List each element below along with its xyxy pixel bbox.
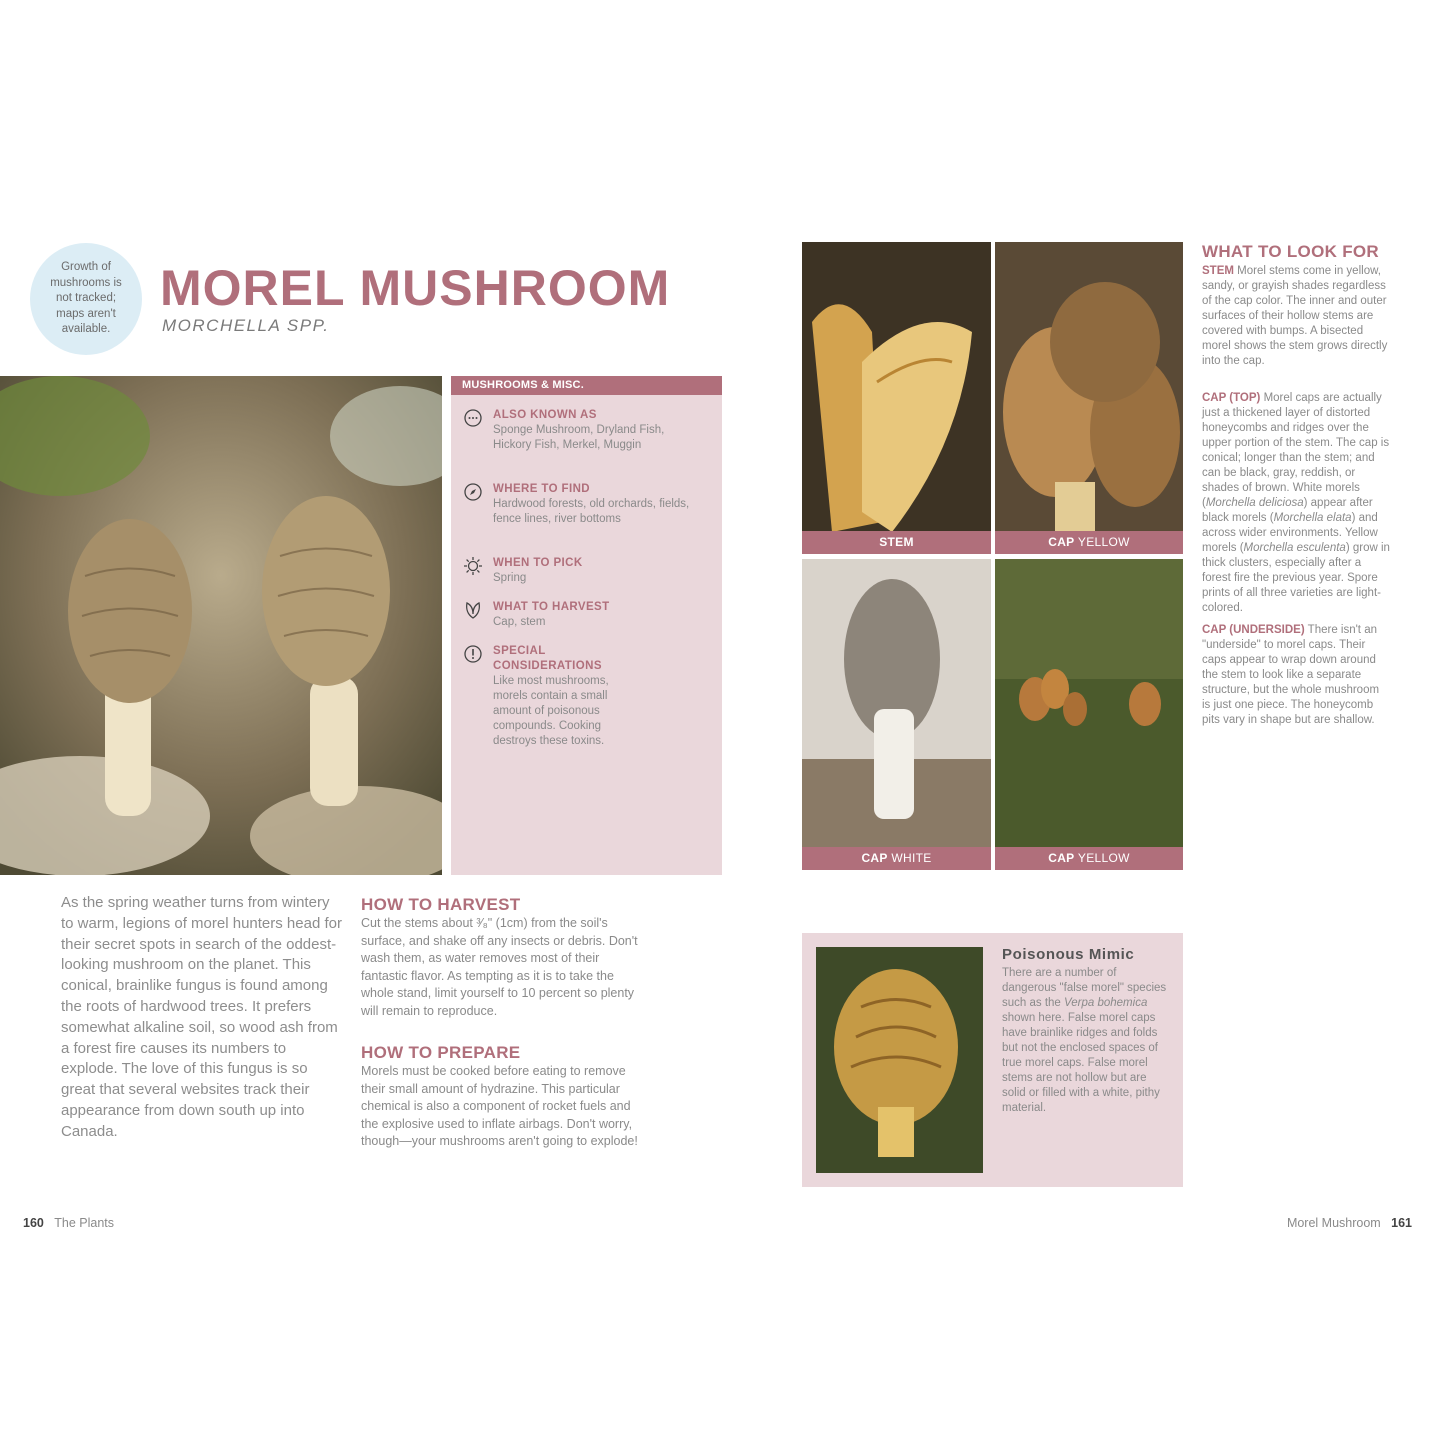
photo-caption: CAP YELLOW [995,847,1183,870]
look-cap-under-label: CAP (UNDERSIDE) [1202,624,1305,636]
sun-icon [463,556,483,576]
look-cap-under-text: There isn't an "underside" to morel caps. Their caps appear to wrap down around the stem to look like a separate structure, but the whole mushroom is just one piece. The honeycomb pits vary in shape but are shallow. [1202,624,1380,726]
info-label: WHERE TO FIND [493,483,590,495]
footer-left [23,1216,114,1230]
info-text: Like most mushrooms, morels contain a small amount of poisonous compounds. Cooking destroys these toxins. [493,675,609,747]
cap-yellow-photo-1 [995,242,1183,554]
stem-photo [802,242,991,554]
exclamation-icon [463,644,483,664]
page-title: MOREL MUSHROOM [160,260,671,316]
false-morel-photo [816,947,983,1173]
info-label: WHAT TO HARVEST [493,601,610,613]
mimic-text: There are a number of dangerous "false morel" species such as the Verpa bohemica shown here. False morel caps have brainlike ridges and folds but not the enclosed spaces of true morel caps. False morel stems are not hollow but are solid or filled with a white, pithy material. [1002,967,1167,1114]
intro-paragraph: As the spring weather turns from wintery to warm, legions of morel hunters head for their secret spots in search of the oddest-looking mushroom on the planet. This conical, brainlike fungus is found among the roots of hardwood trees. It prefers somewhat alkaline soil, so wood ash from a forest fire causes its numbers to explode. The love of this fungus is so great that several websites track their appearance from down south up into Canada. [61,894,342,1140]
left-page-number: 160 [23,1216,44,1230]
right-section: Morel Mushroom [1286,1216,1381,1230]
info-text: Cap, stem [493,616,546,628]
map-note-text: Growth of mushrooms is not tracked; maps aren't available. [50,261,122,336]
info-label: SPECIAL CONSIDERATIONS [493,645,602,672]
look-stem-label: STEM [1202,265,1234,277]
cap-white-photo [802,559,991,870]
photo-caption: STEM [802,531,991,554]
info-text: Spring [493,572,527,584]
what-to-look-for-heading: WHAT TO LOOK FOR [1202,242,1379,261]
info-category: MUSHROOMS & MISC. [451,376,722,395]
info-text: Hardwood forests, old orchards, fields, fence lines, river bottoms [493,498,690,525]
look-cap-underside-paragraph [1202,623,1390,728]
main-morel-photo [0,376,442,875]
how-to-prepare-heading: HOW TO PREPARE [361,1043,521,1062]
info-box [451,376,722,875]
how-to-harvest-text: Cut the stems about ³⁄₈" (1cm) from the soil's surface, and shake off any insects or debris. Don't wash them, as water removes most of their fantastic flavor. As tempting as it is to take the whole stand, limit yourself to 10 percent so plenty will remain to reproduce. [361,916,638,1018]
look-stem-text: Morel stems come in yellow, sandy, or grayish shades regardless of the cap color. The inner and outer surfaces of their hollow stems are covered with bumps. A bisected morel shows the stem grows directly into the cap. [1202,265,1388,367]
look-stem-paragraph [1202,264,1390,369]
photo-caption: CAP YELLOW [995,531,1183,554]
mimic-title: Poisonous Mimic [1002,946,1135,963]
info-label: WHEN TO PICK [493,557,583,569]
right-page-number: 161 [1391,1216,1412,1230]
look-cap-top-label: CAP (TOP) [1202,392,1261,404]
map-note-badge [30,243,142,355]
look-cap-top-paragraph: CAP (TOP) Morel caps are actually just a thickened layer of distorted honeycombs and ridges over the upper portion of the stem. The cap is conical; longer than the stem; and can be black, gray, reddish, or shades of brown. White morels (Morchella deliciosa) appear after black morels (Morchella elata) and across wider environments. Yellow morels (Morchella esculenta) grow in thick clusters, especially after a forest fire the previous year. Spore prints of all three varieties are light-colored. [1202,392,1390,614]
footer-right [1287,1216,1412,1230]
info-text: Sponge Mushroom, Dryland Fish, Hickory Fish, Merkel, Muggin [493,424,665,451]
cap-yellow-photo-2 [995,559,1183,870]
compass-icon [463,482,483,502]
leaf-icon [463,600,483,620]
info-label: ALSO KNOWN AS [493,409,597,421]
scientific-name: MORCHELLA SPP. [162,316,330,335]
left-section: The Plants [54,1216,115,1230]
photo-caption: CAP WHITE [802,847,991,870]
how-to-harvest-heading: HOW TO HARVEST [361,895,521,914]
how-to-prepare-text: Morels must be cooked before eating to remove their small amount of hydrazine. This particular chemical is also a component of rocket fuels and the explosive used to inflate airbags. Don't worry, though—your mushrooms aren't going to explode! [361,1064,638,1149]
speech-bubble-icon [463,408,483,428]
